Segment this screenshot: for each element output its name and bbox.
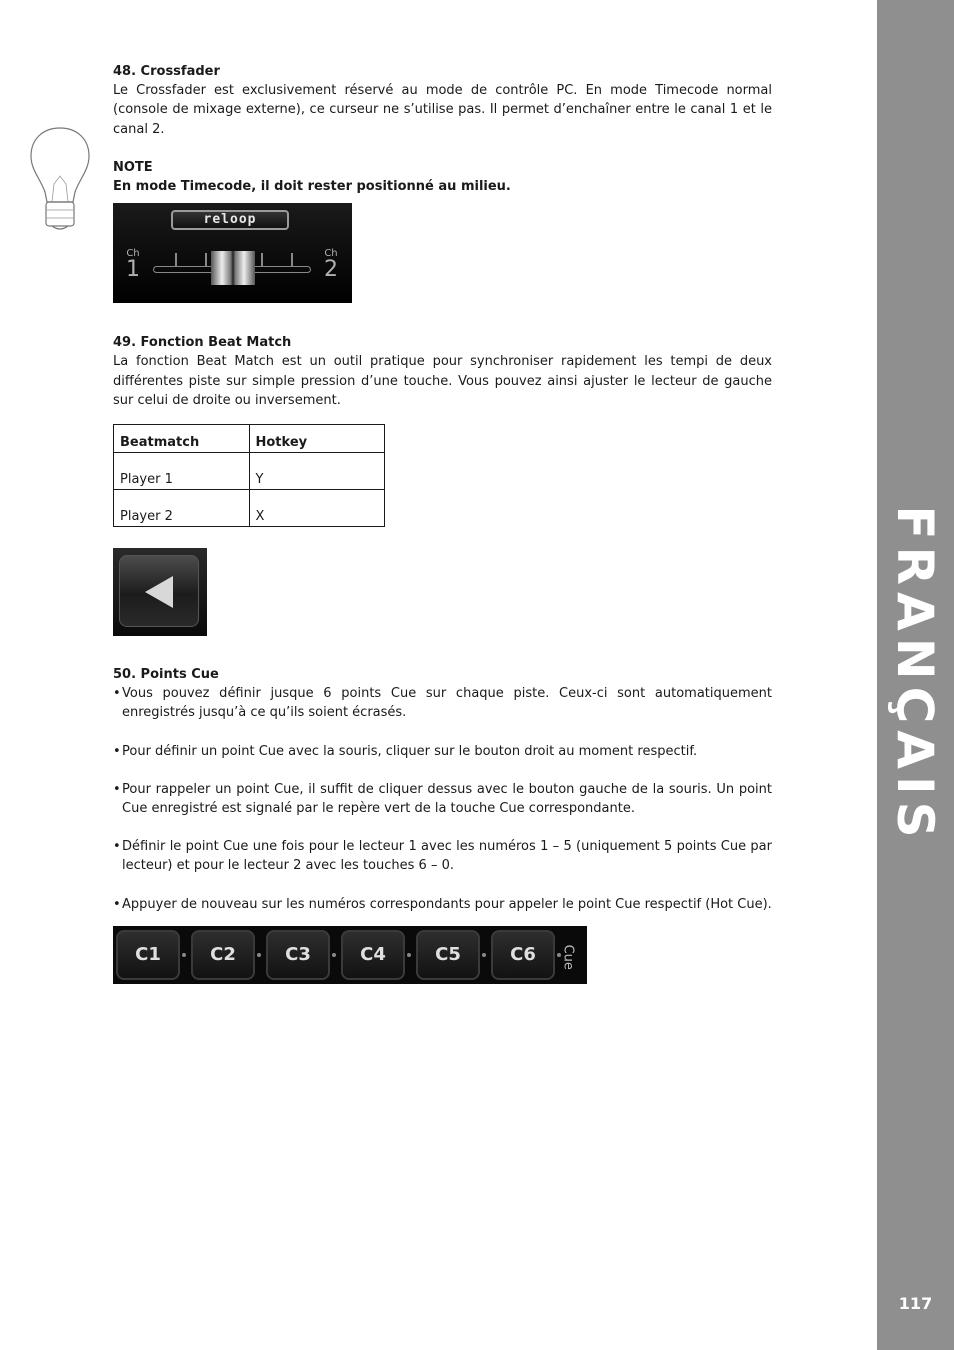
- arrow-left-icon: [145, 576, 173, 608]
- table-header-hotkey: Hotkey: [249, 425, 385, 453]
- table-header-row: [114, 425, 385, 453]
- page-number: 117: [898, 1294, 933, 1313]
- list-item: • Appuyer de nouveau sur les numéros correspondants pour appeler le point Cue respectif (Hot Cue).: [113, 896, 772, 912]
- crossfader-tick: [175, 253, 177, 267]
- channel-1-label: Ch 1: [126, 248, 140, 283]
- crossfader-tick: [261, 253, 263, 267]
- beat-match-button[interactable]: [119, 555, 199, 627]
- hotkey-table: [113, 424, 385, 527]
- language-sidebar: [877, 0, 954, 1350]
- page-content: [113, 62, 772, 984]
- cue-label: Cue: [560, 944, 576, 971]
- beat-match-button-image: [113, 548, 207, 636]
- section-48-body: Le Crossfader est exclusivement réservé au mode de contrôle PC. En mode Timecode normal (console de mixage externe), ce curseur ne s’utilise pas. Il permet d’enchaîner entre le canal 1 et le canal 2.: [113, 83, 772, 137]
- cue-button-c1[interactable]: C1: [116, 930, 180, 980]
- table-cell: Y: [249, 453, 385, 490]
- language-label: FRANÇAIS: [886, 505, 944, 845]
- list-item: • Vous pouvez définir jusque 6 points Cue sur chaque piste. Ceux-ci sont automatiquement enregistrés jusqu’à ce qu’ils soient écrasés.: [113, 686, 772, 721]
- cue-button-c4[interactable]: C4: [341, 930, 405, 980]
- lightbulb-icon: [28, 126, 92, 234]
- crossfader-knob[interactable]: [211, 251, 255, 285]
- table-cell: Player 1: [114, 453, 250, 490]
- list-item: • Pour définir un point Cue avec la souris, cliquer sur le bouton droit au moment respectif.: [113, 743, 698, 759]
- section-48-heading: 48. Crossfader: [113, 64, 220, 79]
- crossfader-tick: [205, 253, 207, 267]
- table-header-beatmatch: Beatmatch: [114, 425, 250, 453]
- cue-button-c2[interactable]: C2: [191, 930, 255, 980]
- crossfader-image: [113, 203, 352, 303]
- section-50-heading: 50. Points Cue: [113, 667, 219, 683]
- cue-buttons-image: [113, 926, 587, 984]
- reloop-logo: reloop: [171, 210, 289, 230]
- cue-button-c3[interactable]: C3: [266, 930, 330, 980]
- crossfader-tick: [291, 253, 293, 267]
- section-49-heading: 49. Fonction Beat Match: [113, 335, 292, 351]
- note-label: NOTE: [113, 159, 153, 175]
- list-item: • Définir le point Cue une fois pour le lecteur 1 avec les numéros 1 – 5 (uniquement 5 points Cue par lecteur) et pour le lecteur 2 avec les touches 6 – 0.: [113, 839, 772, 874]
- list-item: • Pour rappeler un point Cue, il suffit de cliquer dessus avec le bouton gauche de la souris. Un point Cue enregistré est signalé par le repère vert de la touche Cue correspondante.: [113, 781, 772, 817]
- note-text: En mode Timecode, il doit rester positionné au milieu.: [113, 179, 511, 195]
- section-49-body: La fonction Beat Match est un outil pratique pour synchroniser rapidement les tempi de deux différentes piste sur simple pression d’une touche. Vous pouvez ainsi ajuster le lecteur de gauche sur celui de droite ou inversement.: [113, 354, 772, 408]
- channel-2-label: Ch 2: [324, 248, 338, 283]
- table-cell: X: [249, 490, 385, 527]
- table-row: [114, 490, 385, 527]
- cue-button-c5[interactable]: C5: [416, 930, 480, 980]
- table-row: [114, 453, 385, 490]
- cue-button-c6[interactable]: C6: [491, 930, 555, 980]
- table-cell: Player 2: [114, 490, 250, 527]
